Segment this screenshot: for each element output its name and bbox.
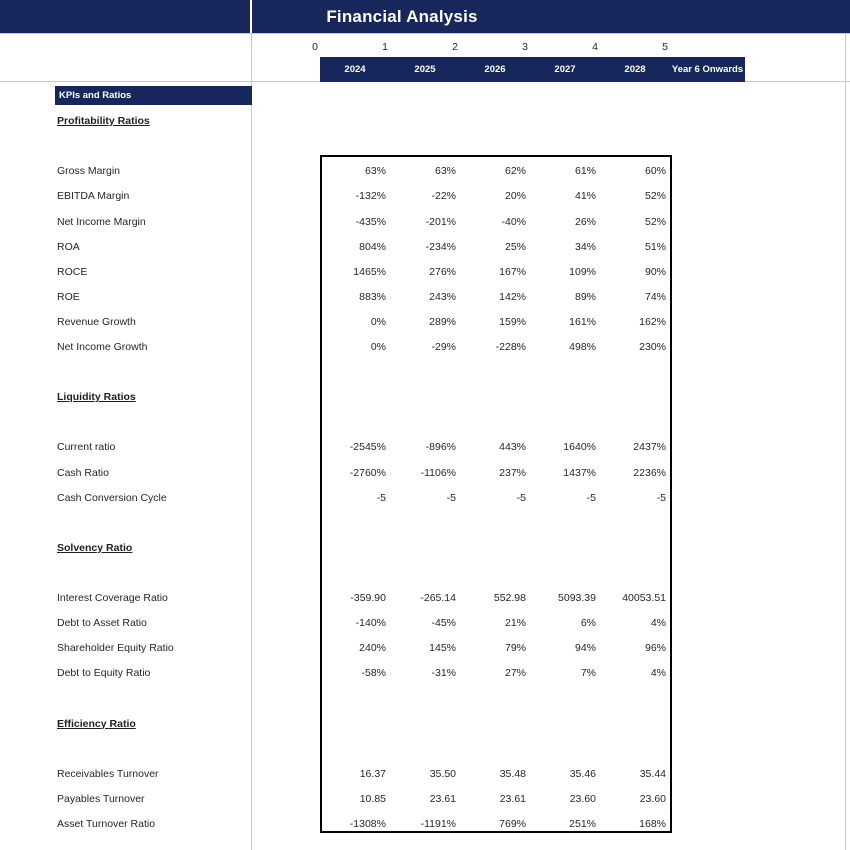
value-cell[interactable]: 35.50 <box>429 767 456 780</box>
section-header-row <box>0 536 850 561</box>
value-cell[interactable]: 240% <box>359 642 386 655</box>
value-cell[interactable]: 0% <box>370 315 386 328</box>
value-cell[interactable]: 89% <box>574 290 596 303</box>
value-cell[interactable]: -132% <box>355 190 386 203</box>
value-cell[interactable]: 94% <box>574 642 596 655</box>
table-row <box>0 636 850 661</box>
row-label: ROA <box>57 240 80 253</box>
table-row <box>0 335 850 360</box>
value-cell[interactable]: 4% <box>650 617 666 630</box>
row-label: Current ratio <box>57 441 116 454</box>
value-cell[interactable]: 1437% <box>563 466 596 479</box>
value-cell[interactable]: 289% <box>429 315 456 328</box>
section-header-row <box>0 712 850 737</box>
row-label: Revenue Growth <box>57 315 136 328</box>
year-header: 2027 <box>554 64 576 75</box>
table-row <box>0 260 850 285</box>
value-cell[interactable]: 7% <box>580 667 596 680</box>
value-cell[interactable]: -201% <box>425 215 456 228</box>
value-cell[interactable]: -29% <box>431 341 456 353</box>
period-number: 3 <box>522 41 528 53</box>
value-cell[interactable]: 40053.51 <box>622 592 666 604</box>
row-label: Gross Margin <box>57 165 121 178</box>
value-cell[interactable]: -359.90 <box>350 592 386 604</box>
value-cell[interactable]: -265.14 <box>420 592 456 604</box>
row-label: Receivables Turnover <box>57 767 159 780</box>
table-row <box>0 435 850 460</box>
value-cell[interactable]: 2236% <box>633 466 666 479</box>
value-cell[interactable]: 51% <box>644 240 666 253</box>
value-cell[interactable]: -1191% <box>420 817 456 830</box>
value-cell[interactable]: 25% <box>504 240 526 253</box>
value-cell[interactable]: 60% <box>644 165 666 178</box>
value-cell[interactable]: 552.98 <box>493 592 526 604</box>
table-row <box>0 159 850 184</box>
value-cell[interactable]: 23.60 <box>569 792 596 805</box>
table-row <box>0 184 850 209</box>
table-row <box>0 235 850 260</box>
value-cell[interactable]: 23.60 <box>639 792 666 805</box>
table-row <box>0 661 850 686</box>
value-cell[interactable]: 142% <box>499 290 526 303</box>
value-cell[interactable]: 21% <box>504 617 526 630</box>
table-row <box>0 787 850 812</box>
table-row <box>0 762 850 787</box>
row-label: Asset Turnover Ratio <box>57 817 156 830</box>
value-cell[interactable]: 883% <box>359 290 386 303</box>
period-number: 5 <box>662 41 668 53</box>
year-header-band <box>320 57 745 82</box>
value-cell[interactable]: 63% <box>434 165 456 178</box>
value-cell[interactable]: 251% <box>569 817 596 830</box>
value-cell[interactable]: -5 <box>446 491 456 504</box>
row-label: Debt to Equity Ratio <box>57 667 151 680</box>
value-cell[interactable]: -228% <box>495 341 526 353</box>
value-cell[interactable]: 20% <box>504 190 526 203</box>
value-cell[interactable]: 35.46 <box>569 767 596 780</box>
value-cell[interactable]: 35.44 <box>639 767 666 780</box>
row-label: Shareholder Equity Ratio <box>57 642 174 655</box>
value-cell[interactable]: -31% <box>431 667 456 680</box>
value-cell[interactable]: 52% <box>644 190 666 203</box>
row-label: Debt to Asset Ratio <box>57 617 147 630</box>
year-header: Year 6 Onwards <box>671 64 744 75</box>
value-cell[interactable]: -2545% <box>349 441 386 454</box>
value-cell[interactable]: 16.37 <box>359 767 386 780</box>
value-cell[interactable]: 63% <box>364 165 386 178</box>
value-cell[interactable]: 74% <box>644 290 666 303</box>
section-title: Efficiency Ratio <box>57 717 136 730</box>
period-number: 2 <box>452 41 458 53</box>
value-cell[interactable]: 62% <box>504 165 526 178</box>
period-number-row <box>0 38 850 56</box>
value-cell[interactable]: 162% <box>639 315 666 328</box>
table-row <box>0 310 850 335</box>
table-row <box>0 812 850 837</box>
value-cell[interactable]: 27% <box>504 667 526 680</box>
section-title: Liquidity Ratios <box>57 391 136 404</box>
value-cell[interactable]: 769% <box>499 817 526 830</box>
table-row <box>0 611 850 636</box>
value-cell[interactable]: 1465% <box>353 265 386 278</box>
value-cell[interactable]: 26% <box>574 215 596 228</box>
row-label: EBITDA Margin <box>57 190 130 203</box>
value-cell[interactable]: -58% <box>361 667 386 680</box>
value-cell[interactable]: 443% <box>499 441 526 454</box>
value-cell[interactable]: 161% <box>569 315 596 328</box>
title-banner <box>0 0 850 33</box>
value-cell[interactable]: -22% <box>431 190 456 203</box>
value-cell[interactable]: 0% <box>370 341 386 353</box>
value-cell[interactable]: -1308% <box>349 817 386 830</box>
period-number: 1 <box>382 41 388 53</box>
value-cell[interactable]: -2760% <box>349 466 386 479</box>
value-cell[interactable]: 90% <box>644 265 666 278</box>
year-header: 2028 <box>624 64 646 75</box>
year-header: 2026 <box>484 64 506 75</box>
year-header: 2025 <box>414 64 436 75</box>
value-cell[interactable]: 61% <box>574 165 596 178</box>
period-number: 0 <box>312 41 318 53</box>
year-header: 2024 <box>344 64 366 75</box>
value-cell[interactable]: -40% <box>501 215 526 228</box>
value-cell[interactable]: 34% <box>574 240 596 253</box>
row-label: Cash Ratio <box>57 466 109 479</box>
row-label: Net Income Growth <box>57 341 148 353</box>
table-row <box>0 461 850 486</box>
table-row <box>0 210 850 235</box>
value-cell[interactable]: 1640% <box>563 441 596 454</box>
value-cell[interactable]: 498% <box>569 341 596 353</box>
value-cell[interactable]: -140% <box>355 617 386 630</box>
page-title: Financial Analysis <box>326 7 478 26</box>
value-cell[interactable]: 168% <box>639 817 666 830</box>
value-cell[interactable]: -5 <box>376 491 386 504</box>
period-number: 4 <box>592 41 598 53</box>
value-cell[interactable]: -435% <box>355 215 386 228</box>
section-title: Profitability Ratios <box>57 115 150 128</box>
value-cell[interactable]: -5 <box>656 491 666 504</box>
table-row <box>0 285 850 310</box>
value-cell[interactable]: 52% <box>644 215 666 228</box>
value-cell[interactable]: 96% <box>644 642 666 655</box>
kpi-section-label: KPIs and Ratios <box>59 90 132 101</box>
value-cell[interactable]: -5 <box>516 491 526 504</box>
row-label: Interest Coverage Ratio <box>57 592 168 604</box>
value-cell[interactable]: -896% <box>425 441 456 454</box>
value-cell[interactable]: 5093.39 <box>558 592 596 604</box>
value-cell[interactable]: 41% <box>574 190 596 203</box>
value-cell[interactable]: -5 <box>586 491 596 504</box>
row-label: Cash Conversion Cycle <box>57 491 167 504</box>
value-cell[interactable]: 237% <box>499 466 526 479</box>
gridline-under-title <box>0 33 850 34</box>
section-title: Solvency Ratio <box>57 541 133 554</box>
value-cell[interactable]: 167% <box>499 265 526 278</box>
ratio-sheet-grid <box>0 84 850 838</box>
row-label: Payables Turnover <box>57 792 145 805</box>
value-cell[interactable]: 230% <box>639 341 666 353</box>
value-cell[interactable]: 276% <box>429 265 456 278</box>
section-header-row <box>0 109 850 134</box>
value-cell[interactable]: 23.61 <box>499 792 526 805</box>
section-header-row <box>0 385 850 410</box>
value-cell[interactable]: 23.61 <box>429 792 456 805</box>
value-cell[interactable]: 804% <box>359 240 386 253</box>
value-cell[interactable]: -1106% <box>420 466 456 479</box>
row-label: Net Income Margin <box>57 215 146 228</box>
value-cell[interactable]: 243% <box>429 290 456 303</box>
table-row <box>0 486 850 511</box>
value-cell[interactable]: 79% <box>504 642 526 655</box>
row-label: ROE <box>57 290 80 303</box>
table-row <box>0 586 850 611</box>
value-cell[interactable]: -234% <box>425 240 456 253</box>
value-cell[interactable]: 10.85 <box>359 792 386 805</box>
value-cell[interactable]: 145% <box>429 642 456 655</box>
value-cell[interactable]: 2437% <box>633 441 666 454</box>
value-cell[interactable]: 6% <box>580 617 596 630</box>
value-cell[interactable]: 109% <box>569 265 596 278</box>
value-cell[interactable]: 159% <box>499 315 526 328</box>
value-cell[interactable]: 4% <box>650 667 666 680</box>
row-label: ROCE <box>57 265 88 278</box>
value-cell[interactable]: 35.48 <box>499 767 526 780</box>
value-cell[interactable]: -45% <box>431 617 456 630</box>
